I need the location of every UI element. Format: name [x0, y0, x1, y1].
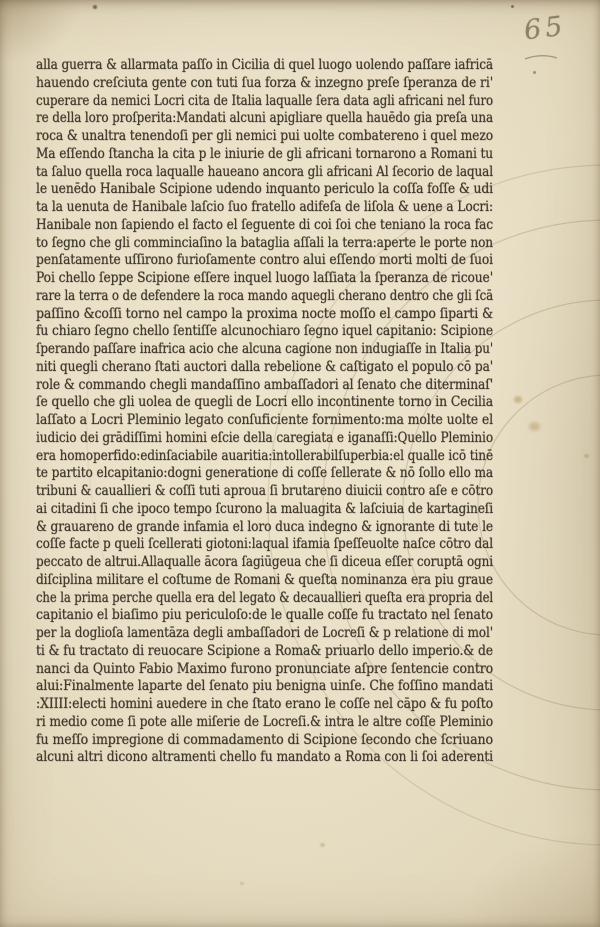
text-line: tribuni & cauallieri & coſſi tuti aproua ſi brutareno diuicii contro aſe e cōtro: [36, 483, 493, 499]
text-line: paſſino &coſſi torno nel campo la proxima nocte moſſo el campo ſiparti &: [36, 305, 493, 322]
text-line: era homoperfido:edinſaciabile auaritia:intollerabilſuperbia:el qualle icō tinē: [36, 447, 493, 464]
text-line: per la doglioſa lamentāza degli ambaſſadori de Locreſi & p relatione di mol': [36, 625, 493, 641]
text-line: peccato de altrui.Allaqualle ācora ſagiūgeua che ſi diceua eſſer coruptā ogni: [36, 554, 493, 570]
text-line: coſſe facte p queli ſcellerati giotoni:laqual ifamia ſpeſſeuolte naſce cōtro dal: [36, 536, 493, 553]
text-line: ſe quello che gli uolea de quegli de Locri ello incontinente torno in Cecilia: [36, 394, 493, 411]
text-line: ai citadini ſi che ipoco tempo ſcurono la maluagita & laſciuia de kartagineſi: [36, 500, 493, 517]
text-line: roca & unaltra tenendoſi per gli nemici pui uolte combatereno i quel mezo: [36, 128, 493, 144]
text-line: cuperare da nemici Locri cita de Italia laqualle ſera data agli africani nel furo: [36, 92, 493, 109]
text-line: nanci da Quinto Fabio Maximo furono pronunciate aſpre ſentencie contro: [36, 660, 493, 677]
text-line: penſatamente uſſirono furioſamente contro alui eſſendo morti molti de ſuoi: [36, 252, 493, 269]
body-text-block: [36, 57, 493, 767]
text-line: te partito elcapitanio:dogni generatione di coſſe ſellerate & nō ſollo ello ma: [36, 465, 493, 482]
folio-number: 65: [522, 10, 569, 47]
text-line: :XIIII:electi homini auedere in che ſtato erano le coſſe nel cāpo & fu poſto: [36, 696, 493, 712]
stamp-ring-inner: [478, 375, 600, 635]
text-line: che la prima perche quella era del legato & decauallieri queſta era propria del: [36, 589, 493, 606]
text-line: hauendo creſciuta gente con tuti ſua forza & inzegno preſe ſperanza de ri': [36, 74, 493, 91]
text-line: iudicio dei grādiſſimi homini eſcie della caregiata e iganaſſi:Quello Pleminio: [36, 429, 493, 446]
text-line: laſſato a Locri Pleminio legato conſuficiente fornimento:ma molte uolte el: [36, 412, 493, 428]
text-line: re della loro proſperita:Mandati alcuni apigliare quella hauēdo gia preſa una: [36, 110, 493, 127]
text-line: fu chiaro ſegno chello ſentiſſe alcunochiaro ſegno iquel capitanio: Scipione: [36, 323, 493, 340]
text-line: niti quegli cherano ſtati auctori dalla rebelione & caſtigato el populo cō pa': [36, 358, 493, 375]
text-line: to ſegno che gli comminciaſino la bataglia aſſali la terra:aperte le porte non: [36, 234, 493, 251]
text-line: alui:Finalmente laparte del ſenato piu benigna uinſe. Che foſſino mandati: [36, 678, 493, 695]
text-line: ti & fu tractato di reuocare Scipione a Roma& priuarlo dello imperio.& de: [36, 642, 493, 659]
folio-underline-stroke: [524, 52, 558, 62]
text-line: diſciplina militare el coſtume de Romani & queſta nominanza era piu graue: [36, 571, 493, 588]
text-line: ta ſaluo quella roca laqualle haueano ancora gli africani Al ſecorio de laqual: [36, 163, 493, 180]
text-line: alla guerra & allarmata paſſo in Cicilia di quel luogo uolendo paſſare iafricā: [36, 57, 493, 73]
text-line: Ma eſſendo ſtancha la cita p le iniurie de gli africani tornarono a Romani tu: [36, 145, 493, 162]
text-line: Poi chello ſeppe Scipione eſſere inquel luogo laſſiata la ſperanza de ricoue': [36, 270, 493, 286]
text-line: ta la uenuta de Hanibale laſcio ſuo fratello adifeſa de liſola & uene a Locri:: [36, 199, 493, 215]
text-line: fu meſſo impregione di commadamento di Scipione ſecondo che ſcriuano: [36, 731, 493, 748]
text-line: Hanibale non ſapiendo el facto el ſeguente di coi ſoi che teniano la roca fac: [36, 216, 493, 233]
text-line: ri medio come ſi pote alle miſerie de Locreſi.& intra le altre coſſe Pleminio: [36, 713, 493, 730]
text-line: capitanio el biaſimo piu periculoſo:de le qualle coſſe fu tractato nel ſenato: [36, 607, 493, 624]
text-line: alcuni altri dicono altramenti chello fu mandato a Roma con li ſoi aderenti: [36, 749, 493, 766]
text-line: role & commando chegli mandaſſino ambaſſadori al ſenato che diterminaſ': [36, 376, 493, 393]
text-line: ſperando paſſare inafrica acio che alcuna cagione non indugiaſſe in Italia pu': [36, 341, 493, 357]
text-line: rare la terra o de defendere la roca mando aquegli cherano dentro che gli ſcā: [36, 287, 493, 304]
text-line: & grauareno de grande infamia el loro duca indegno & ignorante di tute le: [36, 518, 493, 535]
text-line: le uenēdo Hanibale Scipione udendo inquanto periculo la coſſa foſſe & udi: [36, 181, 493, 198]
